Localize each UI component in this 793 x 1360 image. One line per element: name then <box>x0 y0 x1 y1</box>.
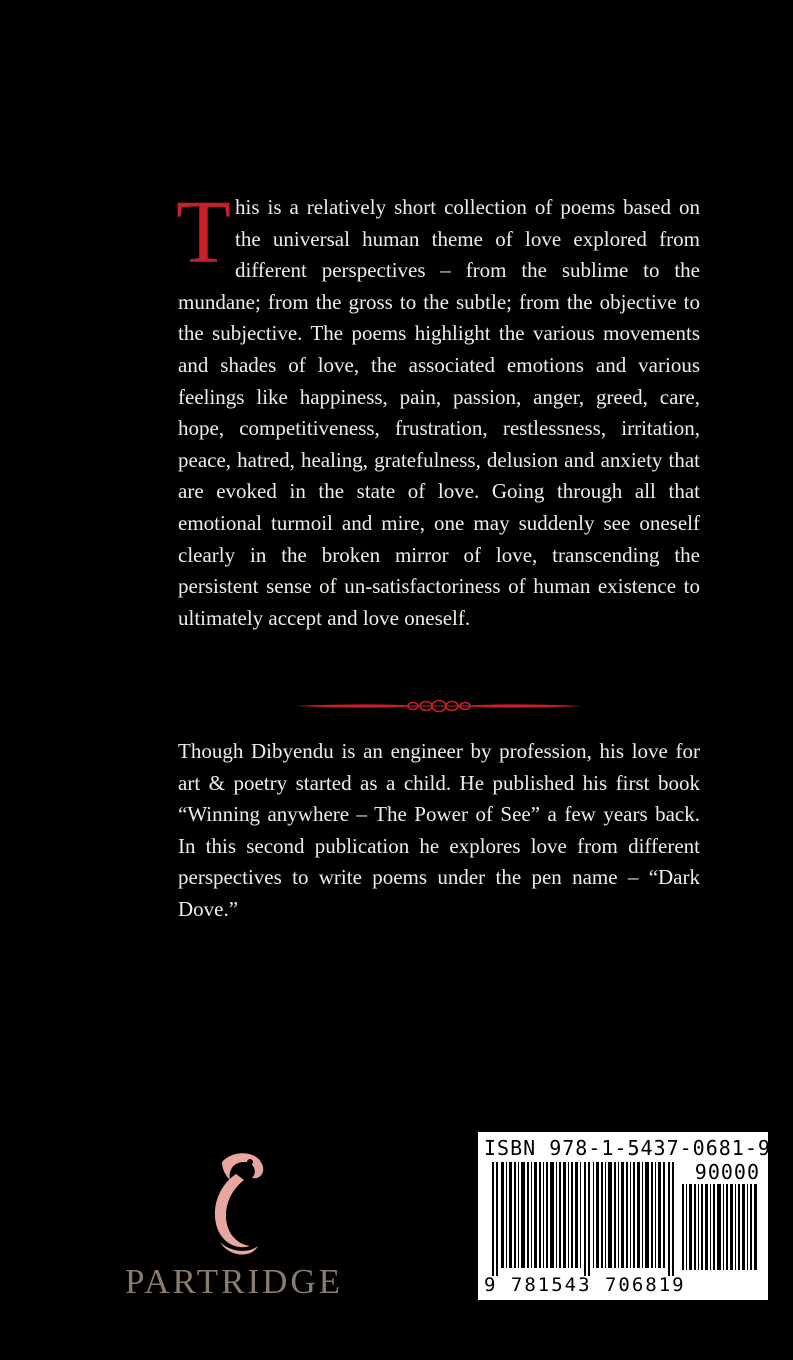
price-addon-code: 90000 <box>694 1160 760 1184</box>
ornamental-divider <box>295 696 583 716</box>
partridge-logo-icon <box>196 1148 276 1260</box>
author-bio: Though Dibyendu is an engineer by profession, his love for art & poetry started as a child. He published his first book “Winning anywhere – The Power of See” a few years back. In this second publication he explores love from different perspectives to write poems under the pen name – “Dark Dove.” <box>178 739 700 921</box>
isbn-barcode <box>478 1132 771 1300</box>
isbn-number: ISBN 978-1-5437-0681-9 <box>484 1136 771 1160</box>
back-cover-blurb <box>176 183 700 634</box>
ean-digits: 9 781543 706819 <box>484 1274 686 1296</box>
blurb-text: his is a relatively short collection of poems based on the universal human theme of love explored from different perspectives – from the sublime to the mundane; from the gross to the subtle; from the objective to the subjective. The poems highlight the various movements and shades of love, the associated emotions and various feelings like happiness, pain, passion, anger, greed, care, hope, competitiveness, frustration, restlessness, irritation, peace, hatred, healing, gratefulness, delusion and anxiety that are evoked in the state of love. Going through all that emotional turmoil and mire, one may suddenly see oneself clearly in the broken mirror of love, transcending the persistent sense of un-satisfactoriness of human existence to ultimately accept and love oneself. <box>178 195 700 630</box>
drop-cap: T <box>176 183 231 282</box>
publisher-name: PARTRIDGE <box>124 1262 344 1301</box>
